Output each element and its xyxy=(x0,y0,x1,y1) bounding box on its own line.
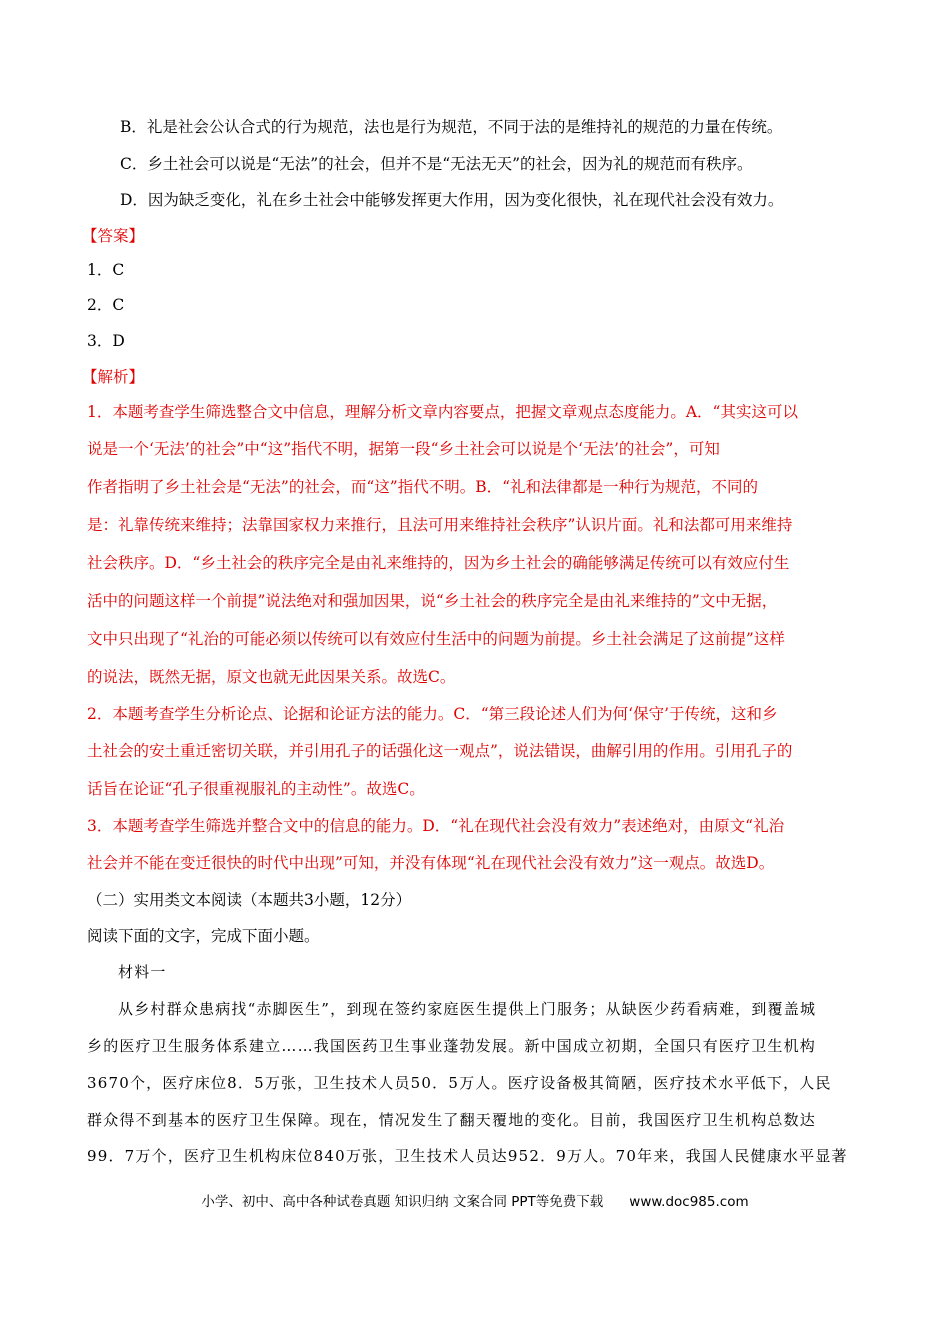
analysis-line: 作者指明了乡土社会是“无法”的社会，而“这”指代不明。B．“礼和法律都是一种行为规范，不同的 xyxy=(87,478,759,496)
option-b: B．礼是社会公认合式的行为规范，法也是行为规范，不同于法的是维持礼的规范的力量在传统。 xyxy=(120,118,783,136)
section-title: （二）实用类文本阅读（本题共3小题，12分） xyxy=(87,891,412,909)
analysis-line: 文中只出现了“礼治的可能必须以传统可以有效应付生活中的问题为前提。乡土社会满足了这前提”这样 xyxy=(87,630,785,648)
material-line: 3670个，医疗床位8．5万张，卫生技术人员50．5万人。医疗设备极其简陋，医疗技术水平低下，人民 xyxy=(87,1074,832,1092)
analysis-heading: 【解析】 xyxy=(82,368,145,386)
material-line: 群众得不到基本的医疗卫生保障。现在，情况发生了翻天覆地的变化。目前，我国医疗卫生机构总数达 xyxy=(87,1111,817,1129)
material-line: 99．7万个，医疗卫生机构床位840万张，卫生技术人员达952．9万人。70年来，我国人民健康水平显著 xyxy=(87,1147,848,1165)
analysis-line: 1．本题考查学生筛选整合文中信息，理解分析文章内容要点，把握文章观点态度能力。A．“其实这可以 xyxy=(87,403,798,421)
analysis-line: 3．本题考查学生筛选并整合文中的信息的能力。D．“礼在现代社会没有效力”表述绝对，由原文“礼治 xyxy=(87,817,785,835)
option-d: D．因为缺乏变化，礼在乡土社会中能够发挥更大作用，因为变化很快，礼在现代社会没有效力。 xyxy=(120,191,784,209)
answer-2: 2．C xyxy=(87,296,125,314)
analysis-line: 话旨在论证“孔子很重视服礼的主动性”。故选C。 xyxy=(87,780,425,798)
footer-text: 小学、初中、高中各种试卷真题 知识归纳 文案合同 PPT等免费下载 xyxy=(201,1194,604,1210)
analysis-line: 社会秩序。D．“乡土社会的秩序完全是由礼来维持的，因为乡土社会的确能够满足传统可以有效应付生 xyxy=(87,554,790,572)
page-footer xyxy=(0,1190,950,1210)
material-line: 乡的医疗卫生服务体系建立……我国医药卫生事业蓬勃发展。新中国成立初期，全国只有医疗卫生机构 xyxy=(87,1037,817,1055)
footer-site-link[interactable]: www.doc985.com xyxy=(629,1194,749,1210)
option-c: C．乡土社会可以说是“无法”的社会，但并不是“无法无天”的社会，因为礼的规范而有秩序。 xyxy=(120,155,753,173)
analysis-line: 土社会的安土重迁密切关联，并引用孔子的话强化这一观点”，说法错误，曲解引用的作用。引用孔子的 xyxy=(87,742,793,760)
material-label: 材料一 xyxy=(118,963,167,981)
material-line: 从乡村群众患病找“赤脚医生”，到现在签约家庭医生提供上门服务；从缺医少药看病难，到覆盖城 xyxy=(118,1000,817,1018)
answer-3: 3．D xyxy=(87,332,125,350)
answer-1: 1．C xyxy=(87,261,125,279)
analysis-line: 说是一个‘无法’的社会”中“这”指代不明，据第一段“乡土社会可以说是个‘无法’的社会”，可知 xyxy=(87,440,720,458)
analysis-line: 的说法，既然无据，原文也就无此因果关系。故选C。 xyxy=(87,668,456,686)
answer-heading: 【答案】 xyxy=(82,227,145,245)
analysis-line: 2．本题考查学生分析论点、论据和论证方法的能力。C．“第三段论述人们为何‘保守’于传统，这和乡 xyxy=(87,705,778,723)
analysis-line: 是：礼靠传统来维持；法靠国家权力来推行，且法可用来维持社会秩序”认识片面。礼和法都可用来维持 xyxy=(87,516,793,534)
instruction: 阅读下面的文字，完成下面小题。 xyxy=(87,927,320,945)
analysis-line: 活中的问题这样一个前提”说法绝对和强加因果，说“乡土社会的秩序完全是由礼来维持的”文中无据， xyxy=(87,592,778,610)
analysis-line: 社会并不能在变迁很快的时代中出现”可知，并没有体现“礼在现代社会没有效力”这一观点。故选D。 xyxy=(87,854,775,872)
